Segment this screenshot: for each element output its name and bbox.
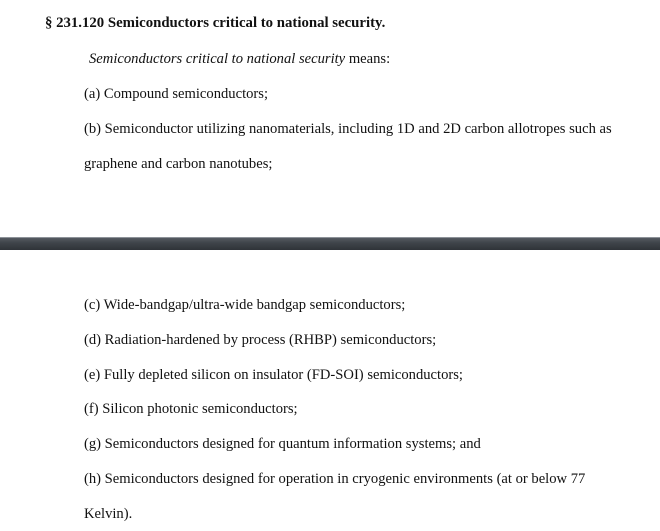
definition-suffix: means:: [345, 51, 391, 67]
document-page-top: [0, 0, 660, 237]
list-item-b-continuation: graphene and carbon nanotubes;: [84, 156, 273, 172]
section-heading: § 231.120 Semiconductors critical to national security.: [45, 15, 386, 31]
list-item-f: (f) Silicon photonic semiconductors;: [84, 401, 298, 417]
list-item-b: (b) Semiconductor utilizing nanomaterials, including 1D and 2D carbon allotropes such as: [84, 121, 612, 137]
list-item-e: (e) Fully depleted silicon on insulator (FD-SOI) semiconductors;: [84, 367, 463, 383]
definition-line: [89, 50, 390, 68]
list-item-a: (a) Compound semiconductors;: [84, 86, 269, 102]
list-item-g: (g) Semiconductors designed for quantum information systems; and: [84, 436, 481, 452]
list-item-h-continuation: Kelvin).: [84, 506, 133, 522]
page-break-divider: [0, 237, 660, 250]
document-page-bottom: [0, 250, 660, 531]
definition-term: Semiconductors critical to national security: [89, 51, 346, 67]
list-item-d: (d) Radiation-hardened by process (RHBP) semiconductors;: [84, 332, 437, 348]
list-item-h: (h) Semiconductors designed for operation in cryogenic environments (at or below 77: [84, 471, 586, 487]
list-item-c: (c) Wide-bandgap/ultra-wide bandgap semiconductors;: [84, 297, 406, 313]
